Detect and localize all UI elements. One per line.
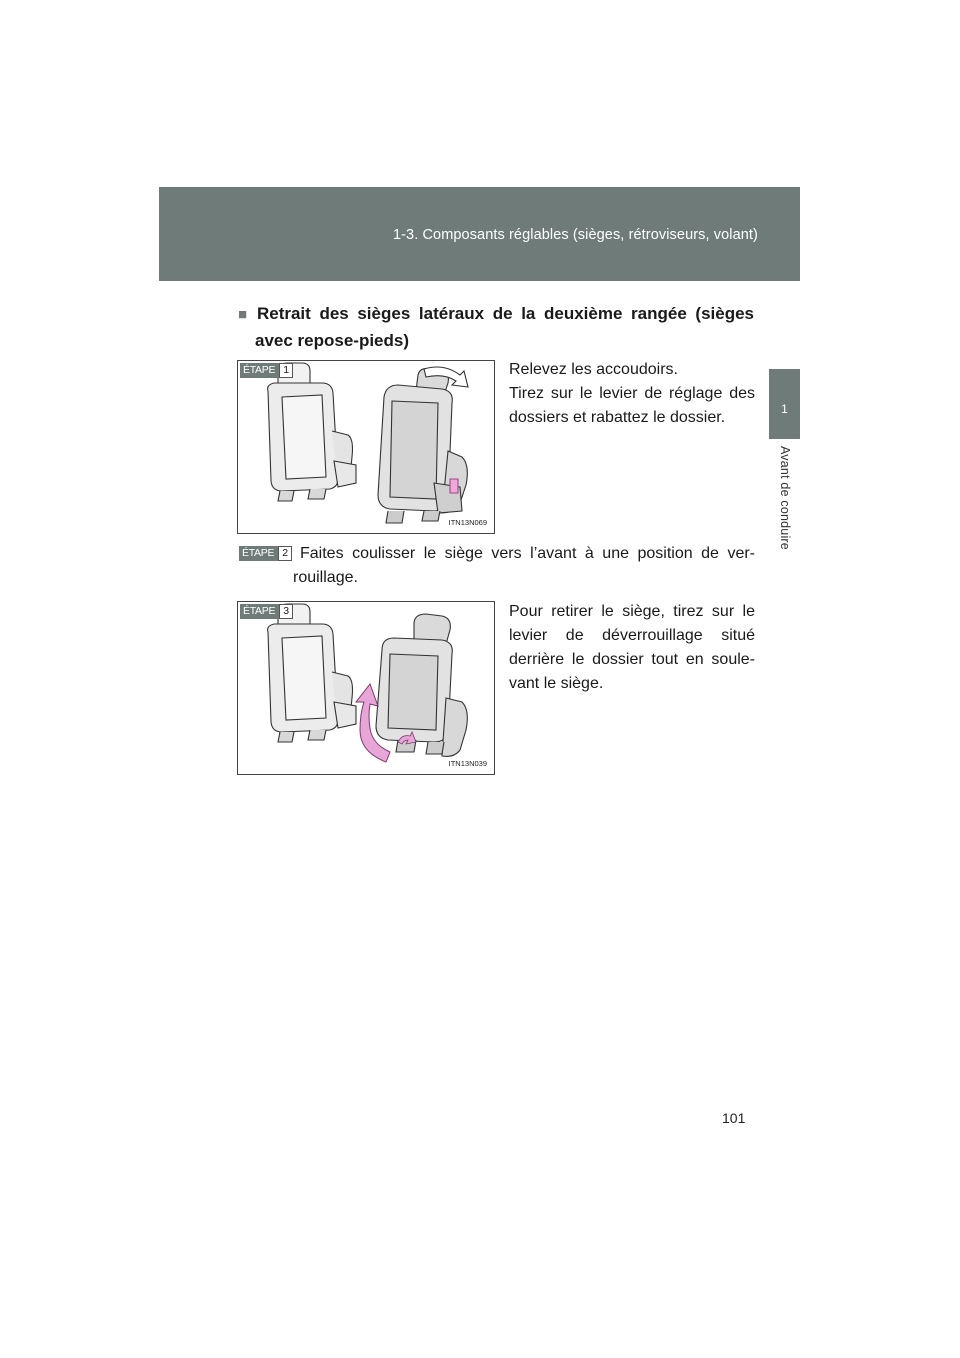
figure-code: ITN13N039: [448, 759, 487, 768]
step-number: 1: [279, 363, 293, 378]
step-3-line-4: vant le siège.: [509, 675, 604, 692]
step-3-text: [509, 600, 755, 696]
page-number: 101: [722, 1110, 746, 1126]
chapter-label: Avant de conduire: [778, 446, 792, 550]
step-number: 3: [279, 604, 293, 619]
figure-step-1: [237, 360, 495, 534]
step-2-line-1: Faites coulisser le siège vers l’avant à une position de ver-: [300, 545, 755, 562]
step-2-text: [293, 542, 755, 590]
chapter-number: 1: [781, 402, 788, 416]
step-1-line-2: Tirez sur le levier de réglage des: [509, 385, 755, 402]
seat-illustration-lift: [238, 602, 494, 774]
seat-illustration-fold: [238, 361, 494, 533]
figure-code: ITN13N069: [448, 518, 487, 527]
step-1-text: [509, 358, 755, 430]
step-number: 2: [278, 546, 292, 561]
step-3-line-3: derrière le dossier tout en soule-: [509, 651, 755, 668]
step-1-line-3: dossiers et rabattez le dossier.: [509, 409, 726, 426]
section-title: 1-3. Composants réglables (sièges, rétroviseurs, volant): [392, 227, 758, 243]
figure-step-3: [237, 601, 495, 775]
heading-line-1: Retrait des sièges latéraux de la deuxième rangée (sièges: [256, 304, 754, 323]
step-1-badge: [240, 363, 293, 378]
step-3-line-1: Pour retirer le siège, tirez sur le: [509, 603, 755, 620]
step-1-line-1: Relevez les accoudoirs.: [509, 361, 678, 378]
section-heading: [238, 301, 754, 354]
heading-line-2: avec repose-pieds): [255, 331, 410, 350]
step-label: ÉTAPE: [240, 604, 279, 619]
step-2-line-2: rouillage.: [293, 569, 358, 586]
chapter-tab: [769, 369, 800, 439]
step-2-badge: [239, 546, 292, 561]
step-label: ÉTAPE: [240, 363, 279, 378]
bullet-square-icon: ■: [238, 306, 251, 323]
step-label: ÉTAPE: [239, 546, 278, 561]
step-3-badge: [240, 604, 293, 619]
header-bar: [159, 187, 800, 281]
step-3-line-2: levier de déverrouillage situé: [509, 627, 755, 644]
